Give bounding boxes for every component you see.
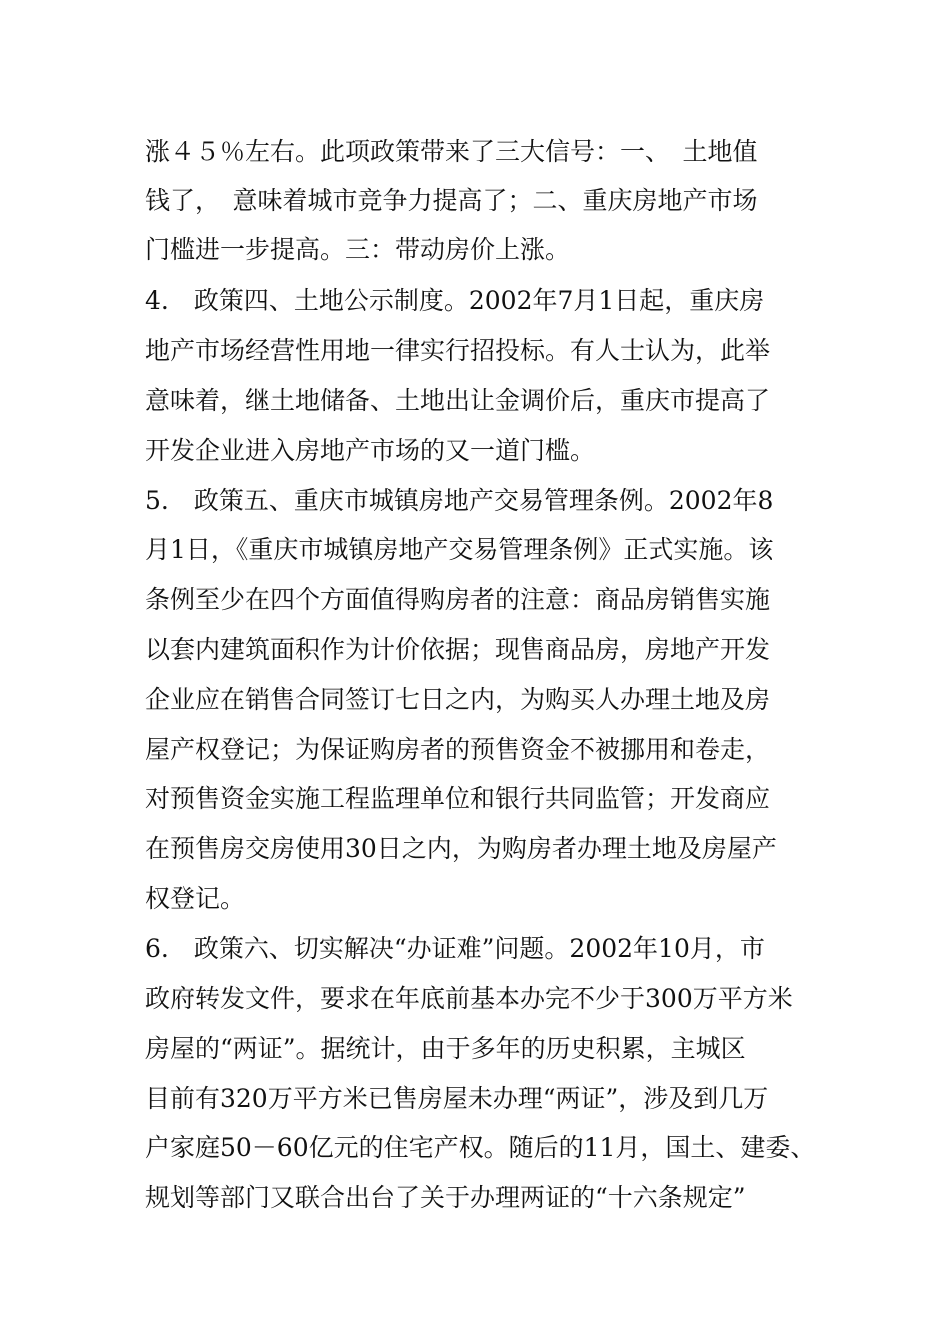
- text-line: 钱了， 意味着城市竞争力提高了；二、重庆房地产市场: [145, 186, 758, 215]
- text-line: 地产市场经营性用地一律实行招投标。有人士认为，此举: [145, 336, 771, 365]
- text-line: 政府转发文件，要求在年底前基本办完不少于300万平方米: [145, 984, 793, 1013]
- text-line: 6. 政策六、切实解决“办证难”问题。2002年10月，市: [145, 934, 765, 963]
- text-line: 屋产权登记；为保证购房者的预售资金不被挪用和卷走，: [145, 735, 771, 764]
- text-line: 权登记。: [145, 884, 246, 913]
- text-line: 月1日，《重庆市城镇房地产交易管理条例》正式实施。该: [145, 535, 774, 564]
- text-line: 门槛进一步提高。三：带动房价上涨。: [145, 235, 571, 264]
- text-line: 条例至少在四个方面值得购房者的注意：商品房销售实施: [145, 585, 771, 614]
- text-line: 房屋的“两证”。据统计，由于多年的历史积累，主城区: [145, 1034, 746, 1063]
- text-line: 户家庭50－60亿元的住宅产权。随后的11月，国土、建委、: [145, 1133, 816, 1162]
- text-line: 5. 政策五、重庆市城镇房地产交易管理条例。2002年8: [145, 486, 774, 515]
- text-line: 开发企业进入房地产市场的又一道门槛。: [145, 436, 596, 465]
- text-line: 在预售房交房使用30日之内，为购房者办理土地及房屋产: [145, 834, 777, 863]
- text-line: 意味着，继土地储备、土地出让金调价后，重庆市提高了: [145, 386, 771, 415]
- text-line: 规划等部门又联合出台了关于办理两证的“十六条规定”: [145, 1183, 746, 1212]
- text-line: 目前有320万平方米已售房屋未办理“两证”，涉及到几万: [145, 1084, 769, 1113]
- text-line: 4. 政策四、土地公示制度。2002年7月1日起，重庆房: [145, 286, 765, 315]
- text-line: 对预售资金实施工程监理单位和银行共同监管；开发商应: [145, 784, 771, 813]
- text-line: 涨４５％左右。此项政策带来了三大信号：一、 土地值: [145, 137, 758, 166]
- text-line: 企业应在销售合同签订七日之内，为购买人办理土地及房: [145, 685, 771, 714]
- text-line: 以套内建筑面积作为计价依据；现售商品房，房地产开发: [145, 635, 771, 664]
